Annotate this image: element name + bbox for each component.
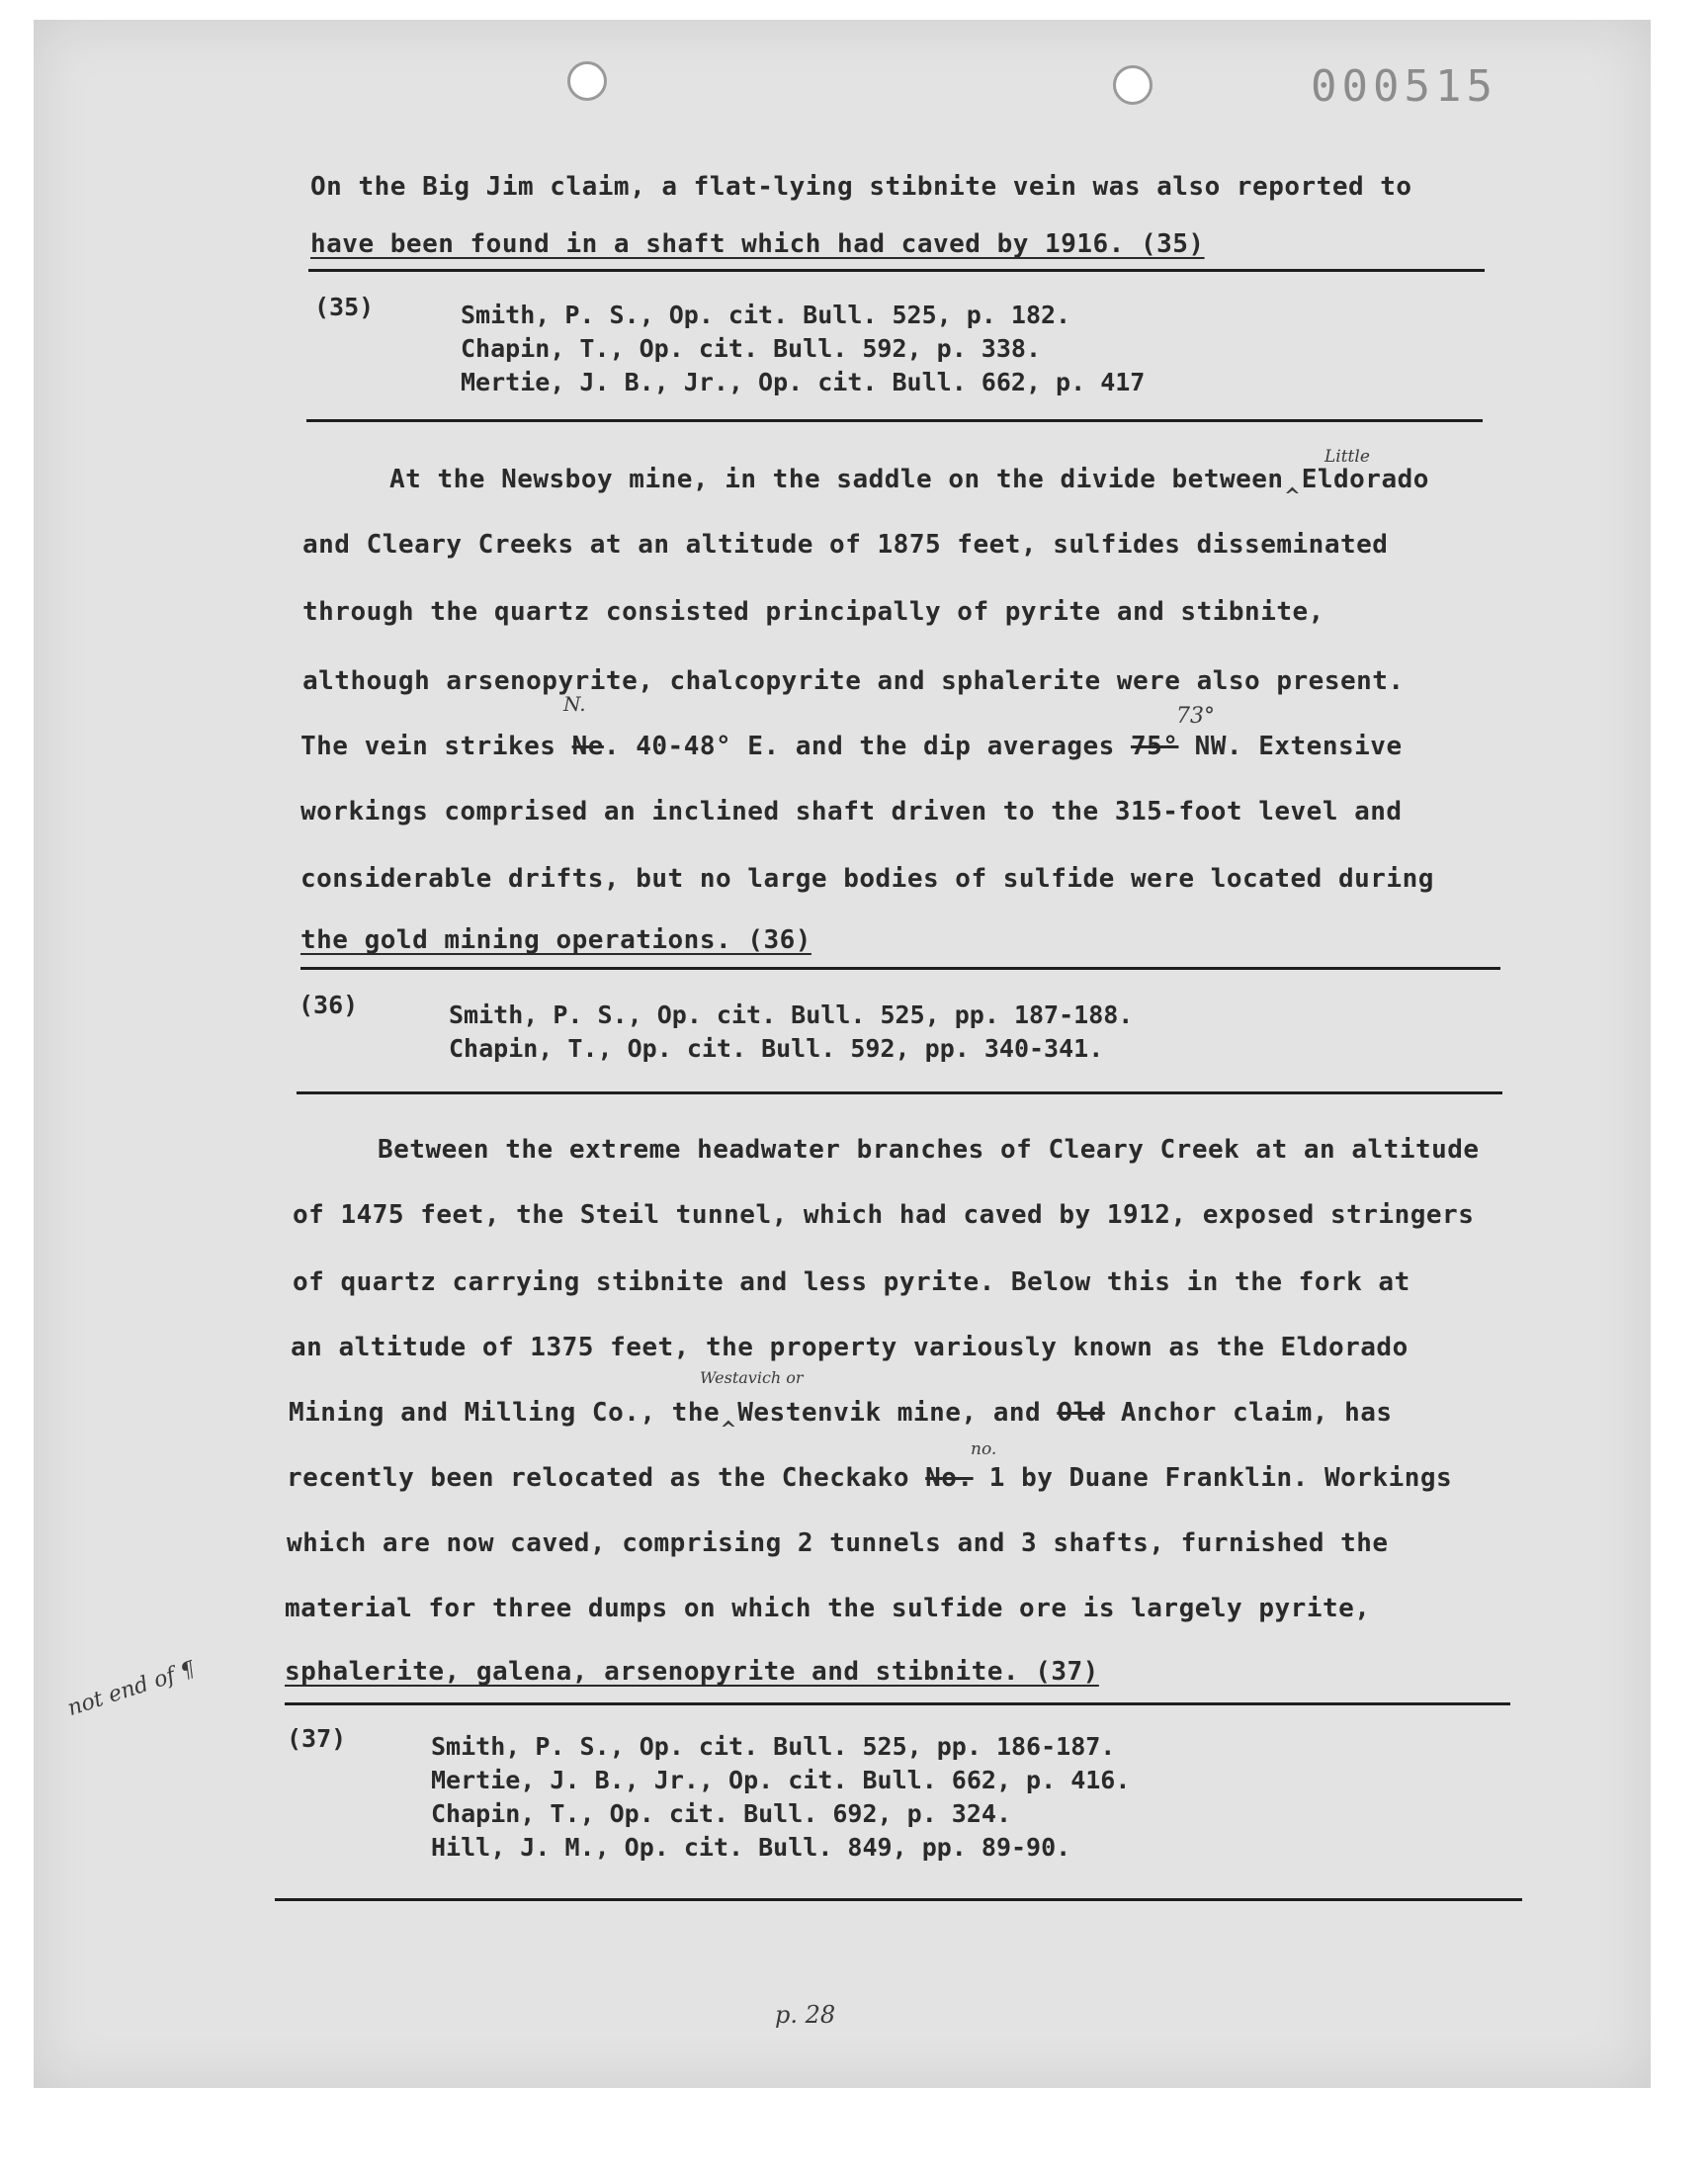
body-text: . 40-48° E. and the dip averages: [603, 732, 1131, 761]
footnote-line: Smith, P. S., Op. cit. Bull. 525, pp. 186-187.: [431, 1732, 1116, 1761]
footnote-line: Smith, P. S., Op. cit. Bull. 525, pp. 187-188.: [449, 1000, 1134, 1029]
body-text: Anchor claim, has: [1104, 1398, 1393, 1428]
body-line: an altitude of 1375 feet, the property variously known as the Eldorado: [291, 1333, 1409, 1362]
caret-mark: ‸: [720, 1398, 738, 1427]
footnote-divider: [300, 967, 1500, 970]
body-line: workings comprised an inclined shaft driven to the 315-foot level and: [300, 797, 1403, 826]
handwritten-insertion: 73°: [1176, 704, 1215, 729]
footnote-divider: [275, 1898, 1522, 1901]
struck-text: Ne: [571, 732, 604, 761]
body-line: through the quartz consisted principally of pyrite and stibnite,: [302, 597, 1324, 627]
body-text: 1 by Duane Franklin. Workings: [973, 1463, 1453, 1493]
caret-mark: ‸: [1283, 465, 1302, 493]
footnote-line: Smith, P. S., Op. cit. Bull. 525, p. 182.: [461, 301, 1071, 329]
body-line: although arsenopyrite, chalcopyrite and sphalerite were also present.: [302, 666, 1405, 696]
footnote-line: Chapin, T., Op. cit. Bull. 592, p. 338.: [461, 334, 1041, 363]
handwritten-insertion: Little: [1324, 447, 1370, 467]
footnote-divider: [308, 269, 1485, 272]
body-line: Between the extreme headwater branches of Cleary Creek at an altitude: [378, 1135, 1480, 1165]
body-text: Eldorado: [1301, 465, 1429, 494]
body-line: considerable drifts, but no large bodies of sulfide were located during: [300, 864, 1434, 894]
body-line: the gold mining operations. (36): [300, 925, 811, 955]
punch-hole-right: [1113, 65, 1153, 105]
handwritten-insertion: Westavich or: [700, 1368, 804, 1387]
footnote-ref: (37): [287, 1724, 347, 1753]
body-line: have been found in a shaft which had caved by 1916. (35): [310, 229, 1205, 259]
body-line: [300, 732, 1403, 761]
body-line: On the Big Jim claim, a flat-lying stibnite vein was also reported to: [310, 172, 1412, 202]
struck-text: No.: [925, 1463, 974, 1493]
footnote-line: Mertie, J. B., Jr., Op. cit. Bull. 662, p. 417: [461, 368, 1146, 396]
body-text: At the Newsboy mine, in the saddle on the divide between: [389, 465, 1284, 494]
body-text: Mining and Milling Co., the: [289, 1398, 721, 1428]
body-line: sphalerite, galena, arsenopyrite and stibnite. (37): [285, 1657, 1099, 1687]
footnote-ref: (35): [314, 293, 375, 321]
footnote-divider: [297, 1091, 1502, 1094]
struck-text: Old: [1057, 1398, 1105, 1428]
footnote-line: Chapin, T., Op. cit. Bull. 692, p. 324.: [431, 1799, 1011, 1828]
body-text: NW. Extensive: [1178, 732, 1403, 761]
footnote-line: Mertie, J. B., Jr., Op. cit. Bull. 662, p. 416.: [431, 1766, 1131, 1794]
page-number: p. 28: [775, 2001, 836, 2029]
document-stamp-number: 000515: [1311, 61, 1497, 112]
punch-hole-left: [567, 61, 607, 101]
body-text: Westenvik mine, and: [737, 1398, 1058, 1428]
handwritten-insertion: no.: [971, 1439, 997, 1459]
body-line: of quartz carrying stibnite and less pyrite. Below this in the fork at: [293, 1267, 1410, 1297]
body-line: and Cleary Creeks at an altitude of 1875 feet, sulfides disseminated: [302, 530, 1389, 560]
body-line: [389, 465, 1429, 494]
body-text: recently been relocated as the Checkako: [287, 1463, 926, 1493]
body-line: [287, 1463, 1452, 1493]
struck-text: 75°: [1130, 732, 1179, 761]
body-text: The vein strikes: [300, 732, 572, 761]
footnote-line: Hill, J. M., Op. cit. Bull. 849, pp. 89-90.: [431, 1833, 1071, 1862]
footnote-line: Chapin, T., Op. cit. Bull. 592, pp. 340-341.: [449, 1034, 1104, 1063]
handwritten-insertion: N.: [563, 692, 586, 716]
body-line: of 1475 feet, the Steil tunnel, which had caved by 1912, exposed stringers: [293, 1200, 1475, 1230]
margin-note: not end of ¶: [64, 1656, 199, 1722]
body-line: [289, 1398, 1393, 1428]
body-line: which are now caved, comprising 2 tunnels and 3 shafts, furnished the: [287, 1528, 1389, 1558]
footnote-ref: (36): [299, 991, 359, 1019]
footnote-divider: [285, 1702, 1510, 1705]
body-line: material for three dumps on which the sulfide ore is largely pyrite,: [285, 1594, 1371, 1623]
footnote-divider: [306, 419, 1483, 422]
